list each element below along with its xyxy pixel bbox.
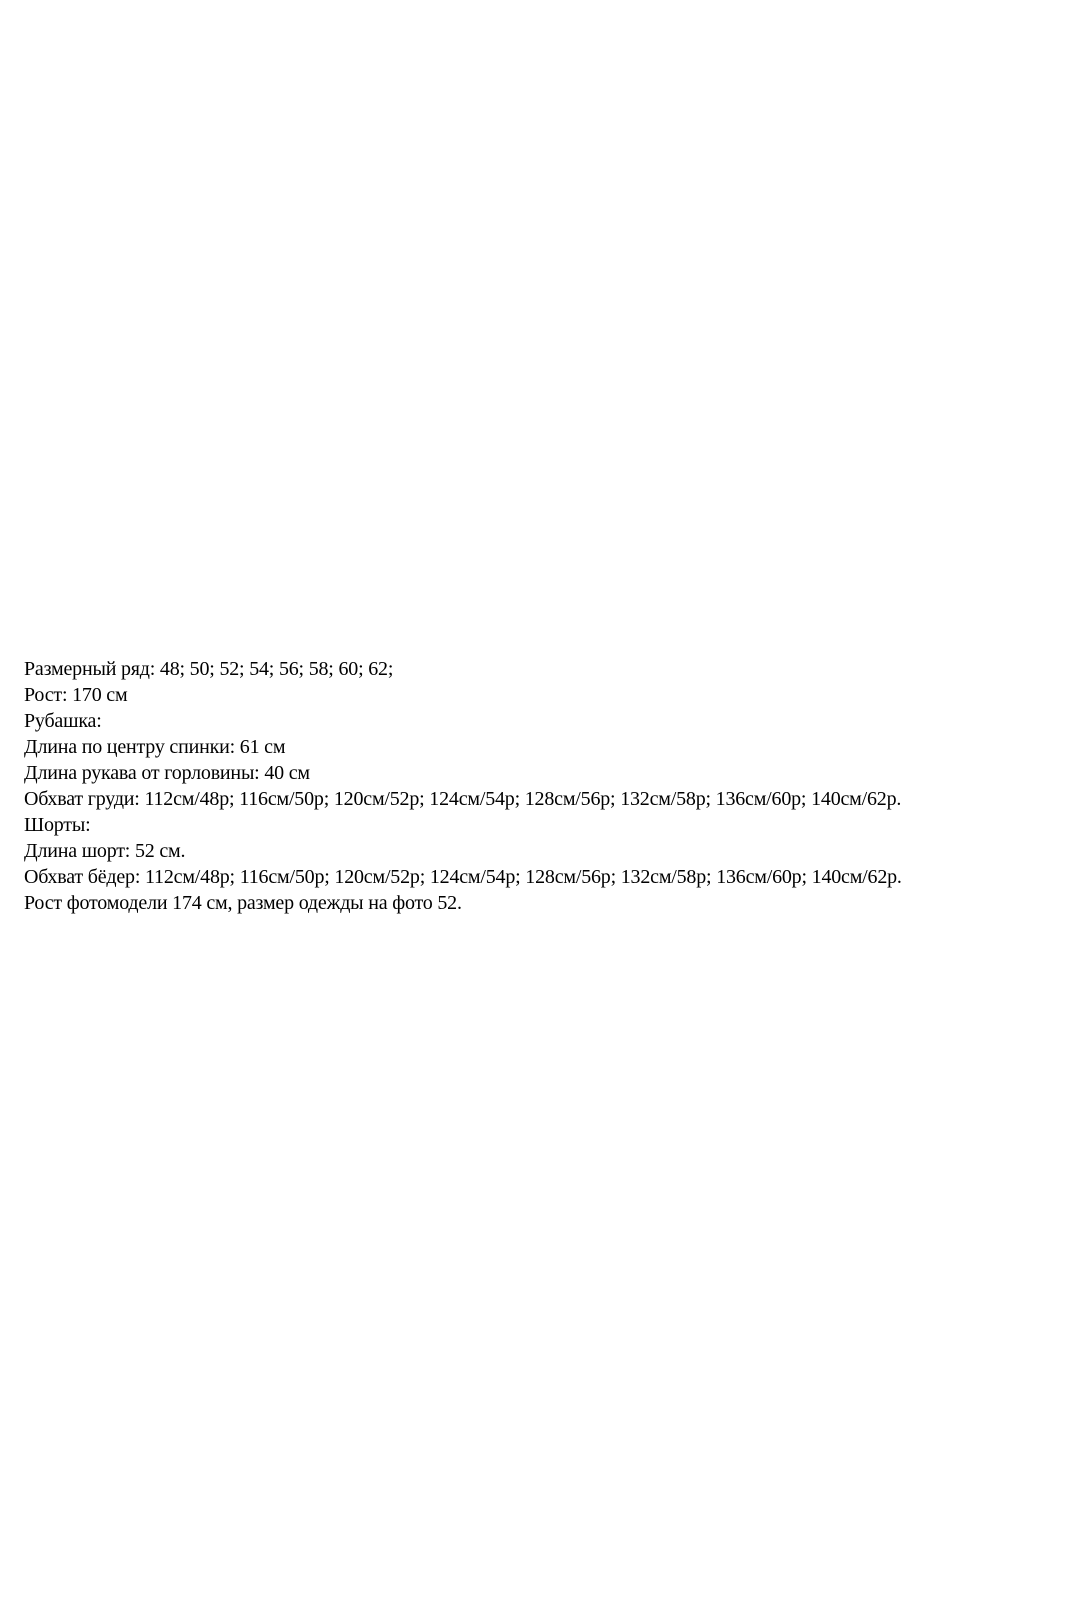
shorts-heading: Шорты: [24,814,91,836]
chest-girth-line: Обхват груди: 112см/48р; 116см/50р; 120см/52р; 124см/54р; 128см/56р; 132см/58р; 136см/60р; 140см/62р. [24,788,902,810]
size-range-line: Размерный ряд: 48; 50; 52; 54; 56; 58; 60; 62; [24,658,394,680]
shirt-heading: Рубашка: [24,710,102,732]
sleeve-length-line: Длина рукава от горловины: 40 см [24,762,310,784]
back-length-line: Длина по центру спинки: 61 см [24,736,286,758]
model-info-line: Рост фотомодели 174 см, размер одежды на фото 52. [24,892,462,914]
shorts-length-line: Длина шорт: 52 см. [24,840,186,862]
size-chart-text [24,656,1054,916]
hip-girth-line: Обхват бёдер: 112см/48р; 116см/50р; 120см/52р; 124см/54р; 128см/56р; 132см/58р; 136см/60р; 140см/62р. [24,866,902,888]
height-line: Рост: 170 см [24,684,128,706]
